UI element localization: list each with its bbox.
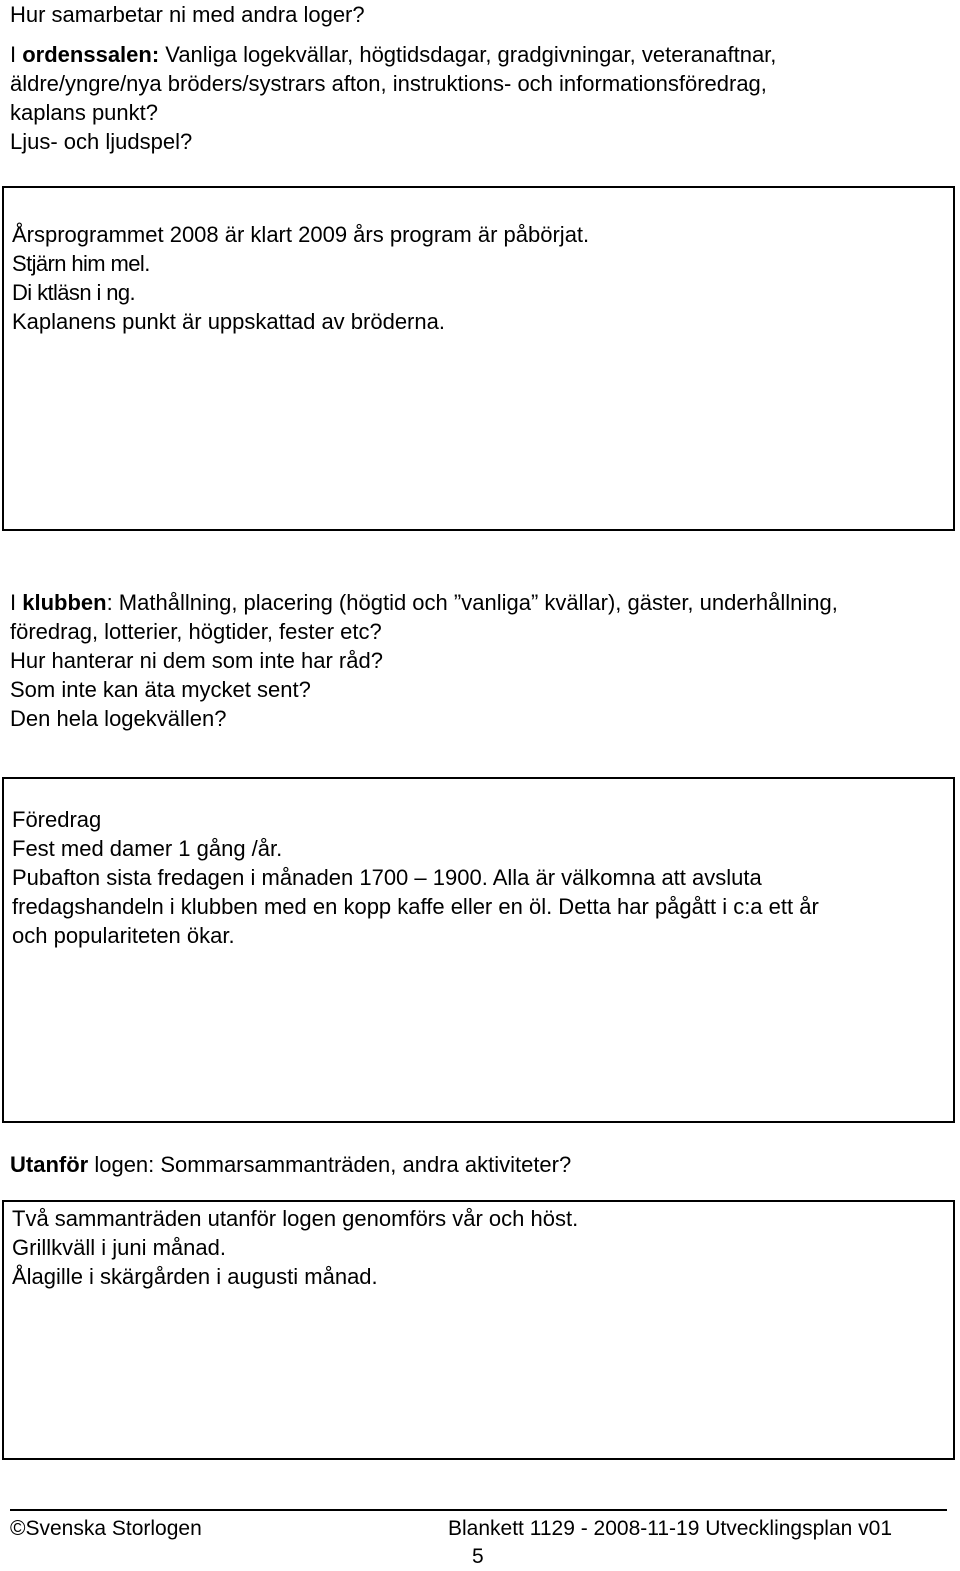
question-line: föredrag, lotterier, högtider, fester etc?: [10, 619, 382, 644]
question-line: [10, 40, 950, 69]
answer-line: Stjärn him mel.: [12, 251, 150, 276]
answer-line: Fest med damer 1 gång /år.: [12, 836, 283, 861]
answer-line: och populariteten ökar.: [12, 923, 235, 948]
question-line: Hur hanterar ni dem som inte har råd?: [10, 648, 383, 673]
question-keyword: ordenssalen:: [22, 42, 160, 67]
question-line: Ljus- och ljudspel?: [10, 129, 193, 154]
answer-line: Ålagille i skärgården i augusti månad.: [12, 1264, 378, 1289]
question-line: kaplans punkt?: [10, 100, 158, 125]
question-ordenssal: [10, 40, 950, 156]
question-other-lodges: [10, 0, 950, 29]
answer-text: [12, 220, 942, 336]
question-prefix: I: [10, 590, 23, 615]
question-rest: : Mathållning, placering (högtid och ”vanliga” kvällar), gäster, underhållning,: [106, 590, 838, 615]
question-utanfor: [10, 1150, 950, 1179]
footer-form-id: Blankett 1129 - 2008-11-19 Utvecklingsplan v01: [448, 1517, 892, 1540]
answer-line: Pubafton sista fredagen i månaden 1700 – 1900. Alla är välkomna att avsluta: [12, 865, 762, 890]
question-line: äldre/yngre/nya bröders/systrars afton, instruktions- och informationsföredrag,: [10, 71, 767, 96]
answer-box-ordenssal[interactable]: [2, 186, 955, 531]
answer-line: Föredrag: [12, 807, 102, 832]
footer-copyright: ©Svenska Storlogen: [10, 1517, 202, 1540]
question-line: [10, 588, 950, 617]
answer-text: [12, 805, 942, 950]
question-line: [10, 1150, 950, 1179]
question-rest: logen: Sommarsammanträden, andra aktiviteter?: [88, 1152, 572, 1177]
answer-line: fredagshandeln i klubben med en kopp kaffe eller en öl. Detta har pågått i c:a ett år: [12, 894, 819, 919]
answer-line: Två sammanträden utanför logen genomförs vår och höst.: [12, 1206, 579, 1231]
question-keyword: klubben: [22, 590, 107, 615]
question-klubben: [10, 588, 950, 733]
answer-line: Grillkväll i juni månad.: [12, 1235, 226, 1260]
page-number: 5: [472, 1545, 484, 1568]
question-rest: Vanliga logekvällar, högtidsdagar, gradgivningar, veteranaftnar,: [159, 42, 777, 67]
question-prefix: I: [10, 42, 23, 67]
question-keyword: Utanför: [10, 1152, 89, 1177]
answer-line: Kaplanens punkt är uppskattad av bröderna.: [12, 309, 445, 334]
answer-line: Årsprogrammet 2008 är klart 2009 års program är påbörjat.: [12, 222, 590, 247]
question-line: Den hela logekvällen?: [10, 706, 227, 731]
answer-text: [12, 1204, 942, 1291]
question-text: Hur samarbetar ni med andra loger?: [10, 2, 365, 27]
answer-box-klubben[interactable]: [2, 777, 955, 1123]
question-line: Som inte kan äta mycket sent?: [10, 677, 311, 702]
answer-line: Di ktläsn i ng.: [12, 280, 136, 305]
footer-divider: [10, 1509, 947, 1511]
answer-box-utanfor[interactable]: [2, 1200, 955, 1460]
